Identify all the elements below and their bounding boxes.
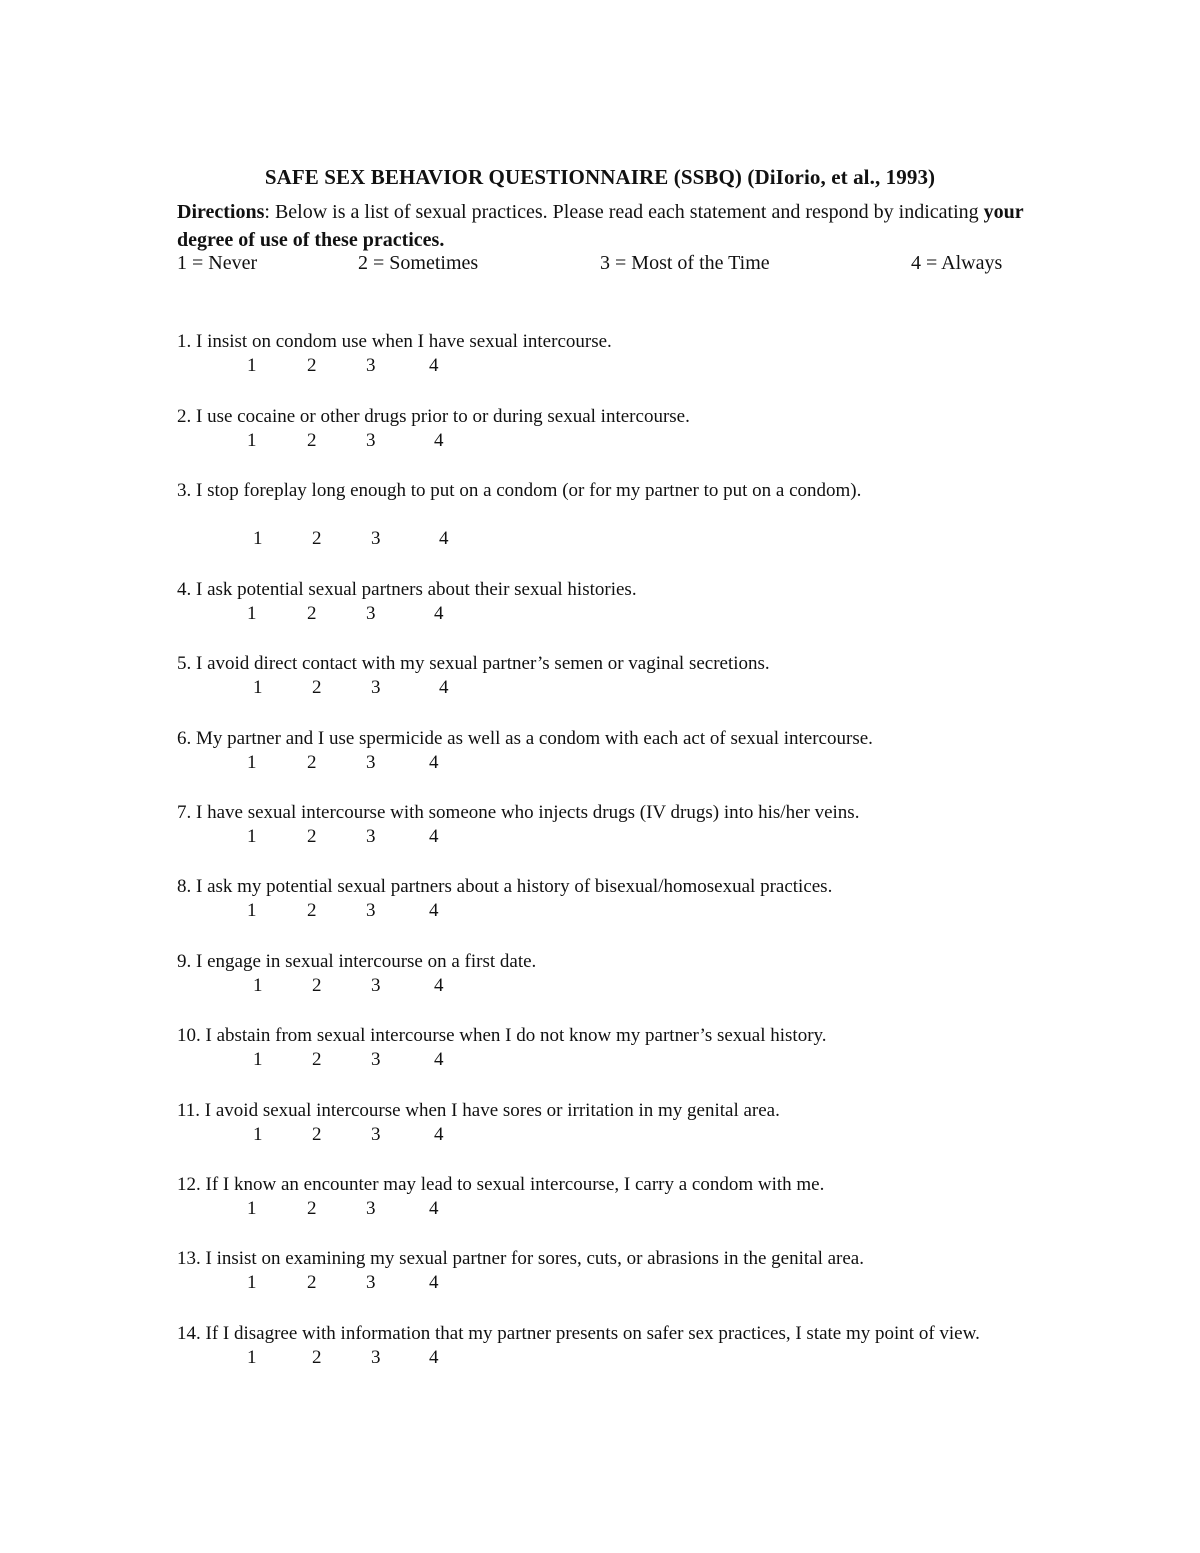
option-2[interactable]: 2 (307, 826, 317, 847)
option-1[interactable]: 1 (247, 355, 257, 376)
question-text: 7. I have sexual intercourse with someone who injects drugs (IV drugs) into his/her veins. (177, 802, 860, 823)
option-2[interactable]: 2 (312, 1124, 322, 1145)
scale-most-of-time: 3 = Most of the Time (600, 252, 770, 274)
option-4[interactable]: 4 (429, 826, 439, 847)
option-4[interactable]: 4 (434, 1124, 444, 1145)
option-1[interactable]: 1 (253, 528, 263, 549)
response-options (177, 825, 1037, 849)
question-text: 14. If I disagree with information that my partner presents on safer sex practices, I state my point of view. (177, 1323, 980, 1344)
question-item (177, 1322, 1027, 1370)
option-2[interactable]: 2 (312, 528, 322, 549)
response-options (177, 1271, 1037, 1295)
directions-bold: your degree of use of these practices. (177, 201, 1024, 251)
option-4[interactable]: 4 (439, 677, 449, 698)
option-3[interactable]: 3 (371, 975, 381, 996)
question-item (177, 405, 1037, 453)
scale-always: 4 = Always (911, 252, 1003, 274)
option-1[interactable]: 1 (247, 1272, 257, 1293)
response-options (177, 1048, 1037, 1072)
option-4[interactable]: 4 (429, 752, 439, 773)
option-4[interactable]: 4 (439, 528, 449, 549)
option-2[interactable]: 2 (312, 1347, 322, 1368)
option-1[interactable]: 1 (247, 1347, 257, 1368)
option-2[interactable]: 2 (307, 1198, 317, 1219)
question-item (177, 1099, 1037, 1147)
option-2[interactable]: 2 (307, 900, 317, 921)
response-options (177, 354, 1037, 378)
option-3[interactable]: 3 (371, 677, 381, 698)
question-item (177, 578, 1037, 626)
option-3[interactable]: 3 (366, 752, 376, 773)
question-item (177, 479, 1037, 551)
option-3[interactable]: 3 (371, 1124, 381, 1145)
response-options (177, 602, 1037, 626)
option-1[interactable]: 1 (247, 603, 257, 624)
question-text: 2. I use cocaine or other drugs prior to or during sexual intercourse. (177, 406, 690, 427)
scale-never: 1 = Never (177, 252, 258, 274)
option-1[interactable]: 1 (247, 1198, 257, 1219)
option-1[interactable]: 1 (247, 752, 257, 773)
question-text: 10. I abstain from sexual intercourse when I do not know my partner’s sexual history. (177, 1025, 827, 1046)
option-4[interactable]: 4 (429, 1198, 439, 1219)
question-text: 11. I avoid sexual intercourse when I have sores or irritation in my genital area. (177, 1100, 780, 1121)
rating-scale (177, 252, 1037, 280)
option-4[interactable]: 4 (429, 900, 439, 921)
option-4[interactable]: 4 (434, 603, 444, 624)
option-2[interactable]: 2 (307, 603, 317, 624)
option-4[interactable]: 4 (429, 1347, 439, 1368)
question-item (177, 1173, 1037, 1221)
option-2[interactable]: 2 (307, 752, 317, 773)
option-1[interactable]: 1 (253, 975, 263, 996)
question-text: 12. If I know an encounter may lead to sexual intercourse, I carry a condom with me. (177, 1174, 825, 1195)
response-options (177, 899, 1037, 923)
response-options (177, 974, 1037, 998)
question-item (177, 1024, 1037, 1072)
question-text: 3. I stop foreplay long enough to put on a condom (or for my partner to put on a condom). (177, 480, 862, 501)
option-1[interactable]: 1 (247, 900, 257, 921)
directions-text: : Below is a list of sexual practices. Please read each statement and respond by indicating (264, 201, 984, 223)
response-options (177, 527, 1037, 551)
scale-sometimes: 2 = Sometimes (358, 252, 479, 274)
option-3[interactable]: 3 (366, 900, 376, 921)
option-3[interactable]: 3 (371, 1049, 381, 1070)
question-item (177, 652, 1037, 700)
option-4[interactable]: 4 (434, 1049, 444, 1070)
question-text: 9. I engage in sexual intercourse on a first date. (177, 951, 537, 972)
question-item (177, 727, 1037, 775)
option-3[interactable]: 3 (366, 430, 376, 451)
response-options (177, 1197, 1037, 1221)
option-3[interactable]: 3 (366, 1198, 376, 1219)
question-text: 4. I ask potential sexual partners about their sexual histories. (177, 579, 637, 600)
directions (177, 198, 1037, 254)
option-3[interactable]: 3 (366, 603, 376, 624)
option-2[interactable]: 2 (312, 677, 322, 698)
question-item (177, 875, 1037, 923)
question-text: 8. I ask my potential sexual partners about a history of bisexual/homosexual practices. (177, 876, 833, 897)
question-item (177, 1247, 1037, 1295)
option-3[interactable]: 3 (371, 528, 381, 549)
option-2[interactable]: 2 (312, 1049, 322, 1070)
response-options (177, 751, 1037, 775)
option-1[interactable]: 1 (247, 430, 257, 451)
question-text: 6. My partner and I use spermicide as well as a condom with each act of sexual intercourse. (177, 728, 873, 749)
option-1[interactable]: 1 (253, 677, 263, 698)
option-4[interactable]: 4 (434, 430, 444, 451)
option-4[interactable]: 4 (429, 1272, 439, 1293)
option-4[interactable]: 4 (429, 355, 439, 376)
question-text: 13. I insist on examining my sexual partner for sores, cuts, or abrasions in the genital area. (177, 1248, 864, 1269)
directions-label: Directions (177, 201, 265, 223)
question-item (177, 801, 1037, 849)
option-3[interactable]: 3 (366, 826, 376, 847)
response-options (177, 1346, 1027, 1370)
option-1[interactable]: 1 (253, 1049, 263, 1070)
option-1[interactable]: 1 (253, 1124, 263, 1145)
question-item (177, 950, 1037, 998)
option-3[interactable]: 3 (366, 355, 376, 376)
option-4[interactable]: 4 (434, 975, 444, 996)
option-1[interactable]: 1 (247, 826, 257, 847)
question-text: 1. I insist on condom use when I have sexual intercourse. (177, 331, 612, 352)
option-3[interactable]: 3 (371, 1347, 381, 1368)
option-2[interactable]: 2 (312, 975, 322, 996)
question-item (177, 330, 1037, 378)
response-options (177, 1123, 1037, 1147)
question-text: 5. I avoid direct contact with my sexual partner’s semen or vaginal secretions. (177, 653, 770, 674)
response-options (177, 676, 1037, 700)
response-options (177, 429, 1037, 453)
page-title: SAFE SEX BEHAVIOR QUESTIONNAIRE (SSBQ) (DiIorio, et al., 1993) (264, 165, 936, 189)
option-3[interactable]: 3 (366, 1272, 376, 1293)
option-2[interactable]: 2 (307, 1272, 317, 1293)
option-2[interactable]: 2 (307, 355, 317, 376)
option-2[interactable]: 2 (307, 430, 317, 451)
